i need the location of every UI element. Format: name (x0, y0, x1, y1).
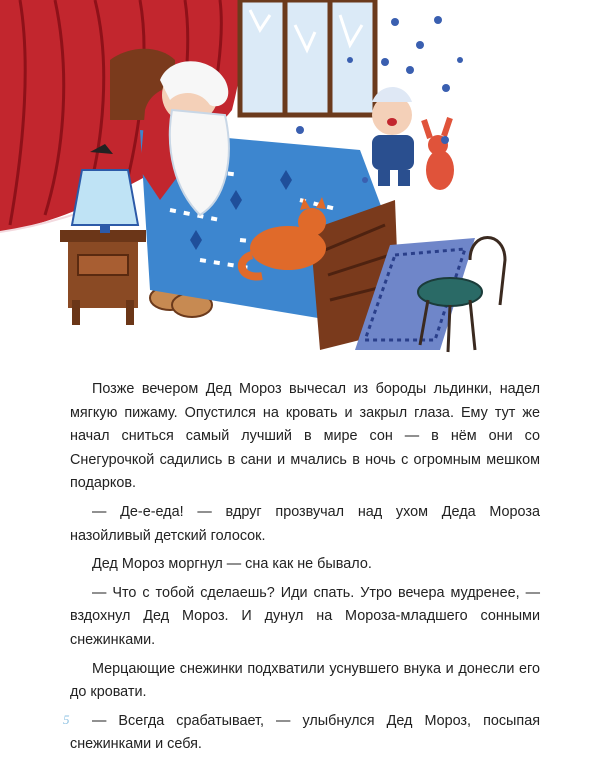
window-screen (240, 0, 375, 115)
bedroom-illustration (0, 0, 600, 360)
paragraph: Дед Мороз моргнул — сна как не бывало. (92, 556, 372, 573)
nightstand (60, 230, 146, 325)
paragraph: — Де-е-еда! — вдруг прозвучал над ухом Деда Мороза назойливый детский голосок. (70, 503, 540, 544)
paragraph: Позже вечером Дед Мороз вычесал из бороды льдинки, надел мягкую пижаму. Опустился на кровать и закрыл глаза. Ему тут же начал сниться самый лучший в мире сон — в нём они со Снегурочкой садились в сани и мчались в ночь с огромным мешком подарков. (70, 381, 540, 492)
grandson (372, 87, 414, 186)
paragraph: — Всегда срабатывает, — улыбнулся Дед Мороз, посыпая снежинками и себя. (70, 712, 540, 753)
story-text (70, 378, 540, 757)
paragraph: Мерцающие снежинки подхватили уснувшего внука и донесли его до кровати. (70, 660, 540, 701)
paragraph: — Что с тобой сделаешь? Иди спать. Утро вечера мудренее, — вздохнул Дед Мороз. И дунул на Мороза-младшего сонными снежинками. (70, 584, 540, 648)
page-number: 5 (63, 712, 70, 727)
toy-bunny (424, 118, 454, 190)
